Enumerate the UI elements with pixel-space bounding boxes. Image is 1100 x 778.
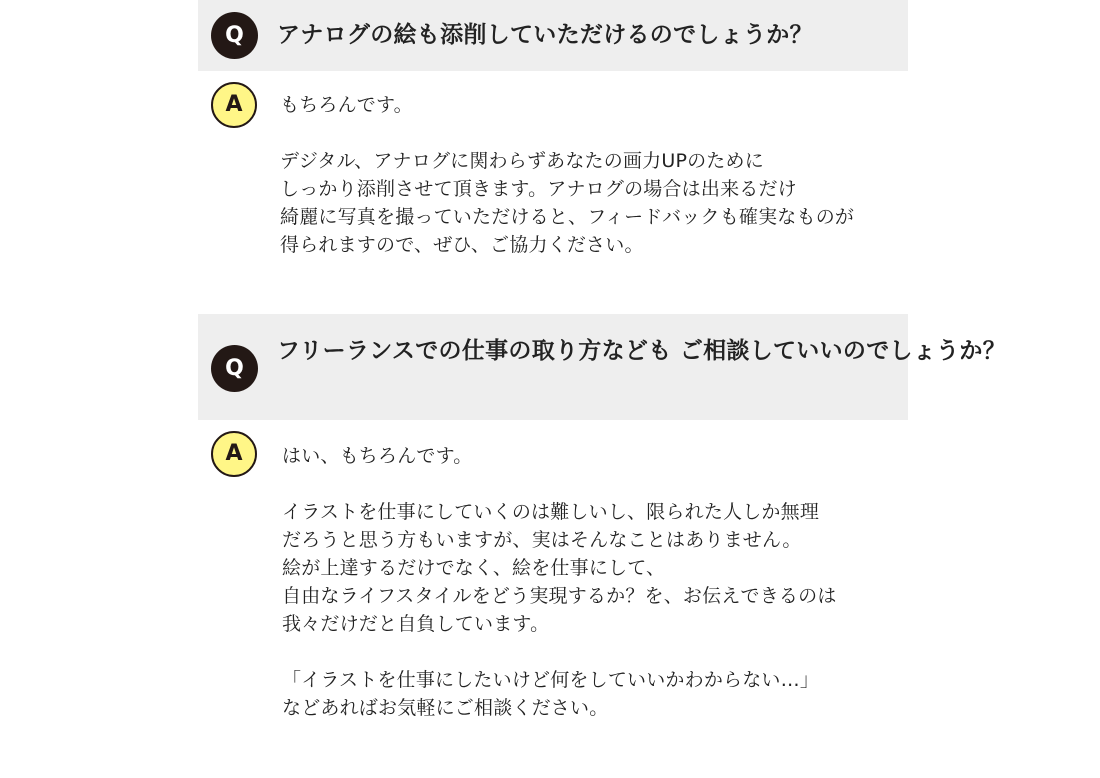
answer-paragraph — [282, 442, 837, 470]
q-badge-icon: Q — [211, 345, 258, 392]
answer-line: 綺麗に写真を撮っていただけると、フィードバックも確実なものが — [280, 206, 855, 228]
answer-text — [282, 442, 837, 722]
answer-paragraph — [282, 498, 837, 638]
faq-item — [198, 314, 1007, 778]
answer-line: もちろんです。 — [280, 94, 413, 116]
faq-item — [198, 0, 908, 314]
answer-row — [198, 71, 908, 314]
answer-paragraph — [280, 91, 854, 119]
answer-text — [280, 91, 854, 259]
answer-line: デジタル、アナログに関わらずあなたの画力UPのために — [280, 150, 764, 172]
answer-line: はい、もちろんです。 — [282, 445, 473, 467]
answer-line: イラストを仕事にしていくのは難しいし、限られた人しか無理 — [282, 501, 820, 523]
question-text — [277, 19, 813, 51]
question-line: フリーランスでの仕事の取り方なども — [277, 338, 672, 364]
question-line: アナログの絵も添削していただけるのでしょうか？ — [277, 22, 813, 48]
question-text — [277, 335, 1006, 367]
question-line: ご相談していいのでしょうか？ — [679, 338, 1007, 364]
answer-line: 得られますので、ぜひ、ご協力ください。 — [280, 234, 644, 256]
a-badge-icon: A — [211, 431, 257, 477]
answer-line: しっかり添削させて頂きます。アナログの場合は出来るだけ — [280, 178, 797, 200]
answer-paragraph — [280, 147, 854, 259]
question-row — [198, 314, 1007, 420]
answer-line: などあればお気軽にご相談ください。 — [282, 697, 609, 719]
answer-row — [198, 420, 908, 778]
answer-line: 絵が上達するだけでなく、絵を仕事にして、 — [282, 557, 666, 579]
faq-list — [198, 0, 1007, 778]
question-row — [198, 0, 908, 71]
q-badge-icon: Q — [211, 12, 258, 59]
answer-line: 我々だけだと自負しています。 — [282, 613, 550, 635]
a-badge-icon: A — [211, 82, 257, 128]
answer-line: 自由なライフスタイルをどう実現するか？を、お伝えできるのは — [282, 585, 837, 607]
answer-paragraph — [282, 666, 837, 722]
answer-line: だろうと思う方もいますが、実はそんなことはありません。 — [282, 529, 802, 551]
answer-line: 「イラストを仕事にしたいけど何をしていいかわからない…」 — [282, 669, 820, 691]
